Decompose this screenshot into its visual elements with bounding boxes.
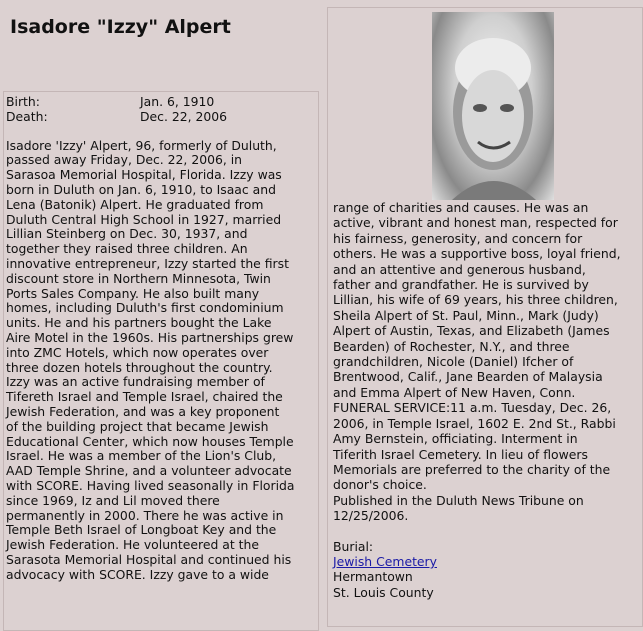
bio-line: 12/25/2006. [333,508,409,524]
bio-line: discount store in Northern Minnesota, Twin [6,270,271,286]
bio-line: AAD Temple Shrine, and a volunteer advocate [6,463,292,479]
bio-line: Jewish Federation. He volunteered at the [6,537,259,553]
burial-section [333,539,642,601]
bio-line: Izzy was an active fundraising member of [6,374,265,390]
bio-line: Amy Bernstein, officiating. Interment in [333,431,578,447]
bio-line: Sarasota Memorial Hospital and continued his [6,551,292,567]
bio-line: since 1969, Iz and Lil moved there [6,492,220,508]
bio-line: Isadore 'Izzy' Alpert, 96, formerly of Duluth, [6,137,277,153]
bio-line: Sheila Alpert of St. Paul, Minn., Mark (Judy) [333,307,599,323]
bio-line: grandchildren, Nicole (Daniel) Ifcher of [333,354,574,370]
burial-city: Hermantown [333,569,413,585]
bio-line: permanently in 2000. There he was active in [6,507,284,523]
bio-line: three dozen hotels throughout the country. [6,359,273,375]
bio-line: Ports Sales Company. He also built many [6,285,260,301]
portrait-photo [432,12,554,200]
bio-line: Lillian, his wife of 69 years, his three children, [333,292,618,308]
death-value: Dec. 22, 2006 [140,108,228,124]
bio-line: Bearden) of Rochester, N.Y., and three [333,338,570,354]
vitals [6,95,318,125]
bio-line: passed away Friday, Dec. 22, 2006, in [6,152,243,168]
bio-line: Lena (Batonik) Alpert. He graduated from [6,196,264,212]
bio-line: Jewish Federation, and was a key proponent [6,403,280,419]
bio-line: 2006, in Temple Israel, 1602 E. 2nd St., Rabbi [333,415,616,431]
bio-line: born in Duluth on Jan. 6, 1910, to Isaac and [6,181,276,197]
bio-line: and an attentive and generous husband, [333,261,586,277]
bio-line: Alpert of Austin, Texas, and Elizabeth (James [333,323,610,339]
bio-line: together they raised three children. An [6,241,248,257]
bio-line: Aire Motel in the 1960s. His partnerships grew [6,329,294,345]
bio-line: and Emma Alpert of New Haven, Conn. [333,384,576,400]
bio-line: Brentwood, Calif., Jane Bearden of Malaysia [333,369,603,385]
cemetery-link[interactable]: Jewish Cemetery [333,553,437,569]
bio-line: Memorials are preferred to the charity of the [333,461,611,477]
portrait-icon [432,12,554,200]
birth-value: Jan. 6, 1910 [140,94,215,109]
biography-part-2 [333,200,642,524]
bio-line: Tiferith Israel Cemetery. In lieu of flowers [333,446,588,462]
burial-county: St. Louis County [333,584,434,600]
death-label: Death: [6,108,48,124]
right-column [327,7,643,627]
birth-label: Birth: [6,94,40,109]
bio-line: Sarasoa Memorial Hospital, Florida. Izzy was [6,167,282,183]
bio-line: FUNERAL SERVICE:11 a.m. Tuesday, Dec. 26, [333,400,612,416]
bio-line: units. He and his partners bought the Lake [6,315,272,331]
bio-line: active, vibrant and honest man, respected for [333,215,618,231]
bio-line: range of charities and causes. He was an [333,200,589,215]
left-column [3,91,319,631]
bio-line: innovative entrepreneur, Izzy started the first [6,255,289,271]
bio-line: Israel. He was a member of the Lion's Club, [6,448,277,464]
bio-line: with SCORE. Having lived seasonally in Florida [6,477,295,493]
burial-label: Burial: [333,538,374,554]
bio-line: of the building project that became Jewish [6,418,269,434]
bio-line: into ZMC Hotels, which now operates over [6,344,269,360]
page-title: Isadore "Izzy" Alpert [10,16,231,38]
biography-part-1 [6,139,318,583]
bio-line: Tifereth Israel and Temple Israel, chaired the [6,389,283,405]
bio-line: Published in the Duluth News Tribune on [333,492,584,508]
bio-line: homes, including Duluth's first condominium [6,300,284,316]
bio-line: Temple Beth Israel of Longboat Key and the [6,522,277,538]
bio-line: his fairness, generosity, and concern for [333,230,583,246]
bio-line: Educational Center, which now houses Temple [6,433,294,449]
bio-line: father and grandfather. He is survived by [333,277,589,293]
death-row [6,110,318,125]
bio-line: donor's choice. [333,477,427,493]
birth-row [6,95,318,110]
bio-line: Duluth Central High School in 1927, married [6,211,282,227]
bio-line: advocacy with SCORE. Izzy gave to a wide [6,566,269,582]
bio-line: Lillian Steinberg on Dec. 30, 1937, and [6,226,248,242]
bio-line: others. He was a supportive boss, loyal friend, [333,246,621,262]
